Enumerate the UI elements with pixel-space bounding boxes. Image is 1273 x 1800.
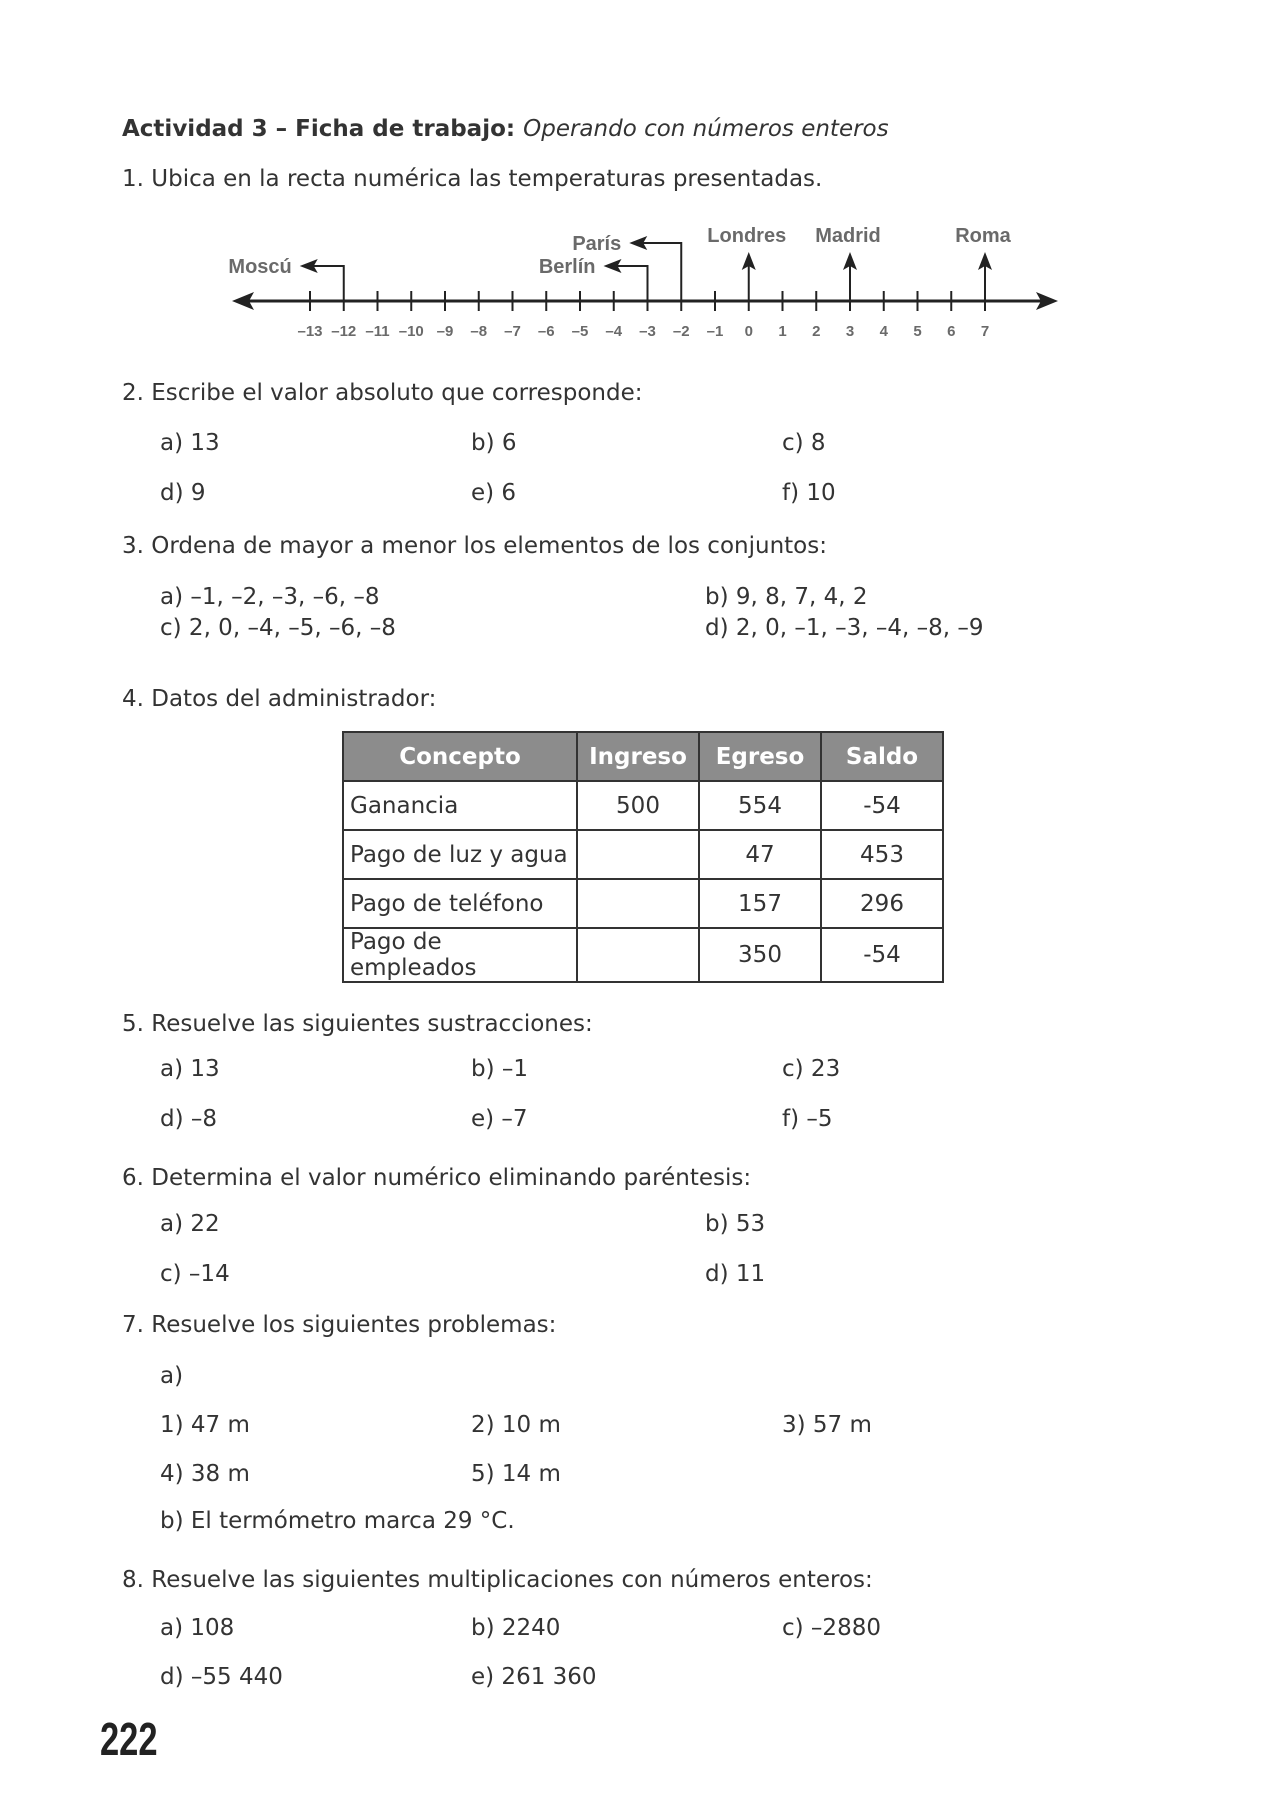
header-saldo: Saldo [821,732,943,781]
answer: d) 2, 0, –1, –3, –4, –8, –9 [705,615,984,641]
tick-label: –10 [398,323,424,340]
city-label: Londres [707,225,787,247]
cell: Pago de empleados [343,928,577,982]
table-row [343,928,943,982]
answer: 4) 38 m [160,1461,250,1487]
answer: a) 22 [160,1211,220,1237]
answer: f) 10 [782,480,836,506]
answer: b) 53 [705,1211,766,1237]
tick-label: –13 [297,323,323,340]
header-ingreso: Ingreso [577,732,699,781]
tick-label: –2 [672,323,690,340]
city-label: Berlín [538,256,596,278]
part-b: b) El termómetro marca 29 °C. [160,1508,515,1534]
answer: d) –55 440 [160,1664,283,1690]
answer: a) 13 [160,430,220,456]
city-label: Moscú [228,256,292,278]
cell: Pago de teléfono [343,879,577,928]
tick-label: 6 [947,323,956,340]
tick-label: –5 [571,323,589,340]
city-label: Madrid [815,225,881,247]
tick-label: 2 [812,323,821,340]
answer: e) 6 [471,480,517,506]
tick-label: –12 [331,323,357,340]
question-8: 8. Resuelve las siguientes multiplicaciones con números enteros: [122,1567,873,1593]
answer: b) 9, 8, 7, 4, 2 [705,584,868,610]
question-1: 1. Ubica en la recta numérica las temperaturas presentadas. [122,166,823,192]
answer: a) –1, –2, –3, –6, –8 [160,584,380,610]
question-7: 7. Resuelve los siguientes problemas: [122,1312,557,1338]
cell [577,830,699,879]
answer: c) –2880 [782,1615,881,1641]
tick-label: 0 [744,323,753,340]
cell [577,928,699,982]
cell: -54 [821,928,943,982]
cell: 47 [699,830,821,879]
question-3: 3. Ordena de mayor a menor los elementos de los conjuntos: [122,533,827,559]
answer: 5) 14 m [471,1461,561,1487]
cell [577,879,699,928]
answer: 2) 10 m [471,1412,561,1438]
title-italic: Operando con números enteros [523,116,889,142]
tick-label: 7 [980,323,990,340]
cell: 500 [577,781,699,830]
cell: Pago de luz y agua [343,830,577,879]
table-row [343,781,943,830]
admin-table [342,731,944,983]
answer: b) 2240 [471,1615,561,1641]
cell: -54 [821,781,943,830]
cell: 453 [821,830,943,879]
tick-label: 3 [845,323,855,340]
city-label: París [572,233,622,255]
answer: e) 261 360 [471,1664,597,1690]
tick-label: –7 [504,323,521,340]
header-concepto: Concepto [343,732,577,781]
table-header [343,732,943,781]
answer: d) 9 [160,480,206,506]
number-line [0,0,1273,360]
tick-label: 4 [879,323,888,340]
tick-label: –8 [470,323,488,340]
tick-label: –11 [365,323,390,340]
tick-label: –1 [706,323,724,340]
city-label: Roma [955,225,1011,247]
tick-label: 5 [913,323,922,340]
answer: b) –1 [471,1056,529,1082]
header-egreso: Egreso [699,732,821,781]
answer: a) 108 [160,1615,235,1641]
answer: c) 8 [782,430,826,456]
tick-label: –3 [639,323,656,340]
question-6: 6. Determina el valor numérico eliminando paréntesis: [122,1165,752,1191]
table-row [343,879,943,928]
answer: c) –14 [160,1261,230,1287]
tick-label: 1 [778,323,787,340]
answer: b) 6 [471,430,517,456]
question-2: 2. Escribe el valor absoluto que corresponde: [122,380,643,406]
page-number: 222 [100,1713,158,1765]
answer: 3) 57 m [782,1412,872,1438]
cell: Ganancia [343,781,577,830]
title-bold: Actividad 3 – Ficha de trabajo: [122,116,516,142]
part-a-label: a) [160,1363,184,1389]
tick-label: –4 [605,323,623,340]
cell: 296 [821,879,943,928]
table-row [343,830,943,879]
answer: 1) 47 m [160,1412,250,1438]
answer: a) 13 [160,1056,220,1082]
question-5: 5. Resuelve las siguientes sustracciones: [122,1011,593,1037]
cell: 350 [699,928,821,982]
answer: e) –7 [471,1106,528,1132]
cell: 157 [699,879,821,928]
answer: f) –5 [782,1106,833,1132]
tick-label: –6 [537,323,555,340]
cell: 554 [699,781,821,830]
answer: d) –8 [160,1106,218,1132]
answer: c) 23 [782,1056,841,1082]
answer: d) 11 [705,1261,766,1287]
tick-label: –9 [436,323,454,340]
question-4: 4. Datos del administrador: [122,686,437,712]
answer: c) 2, 0, –4, –5, –6, –8 [160,615,396,641]
